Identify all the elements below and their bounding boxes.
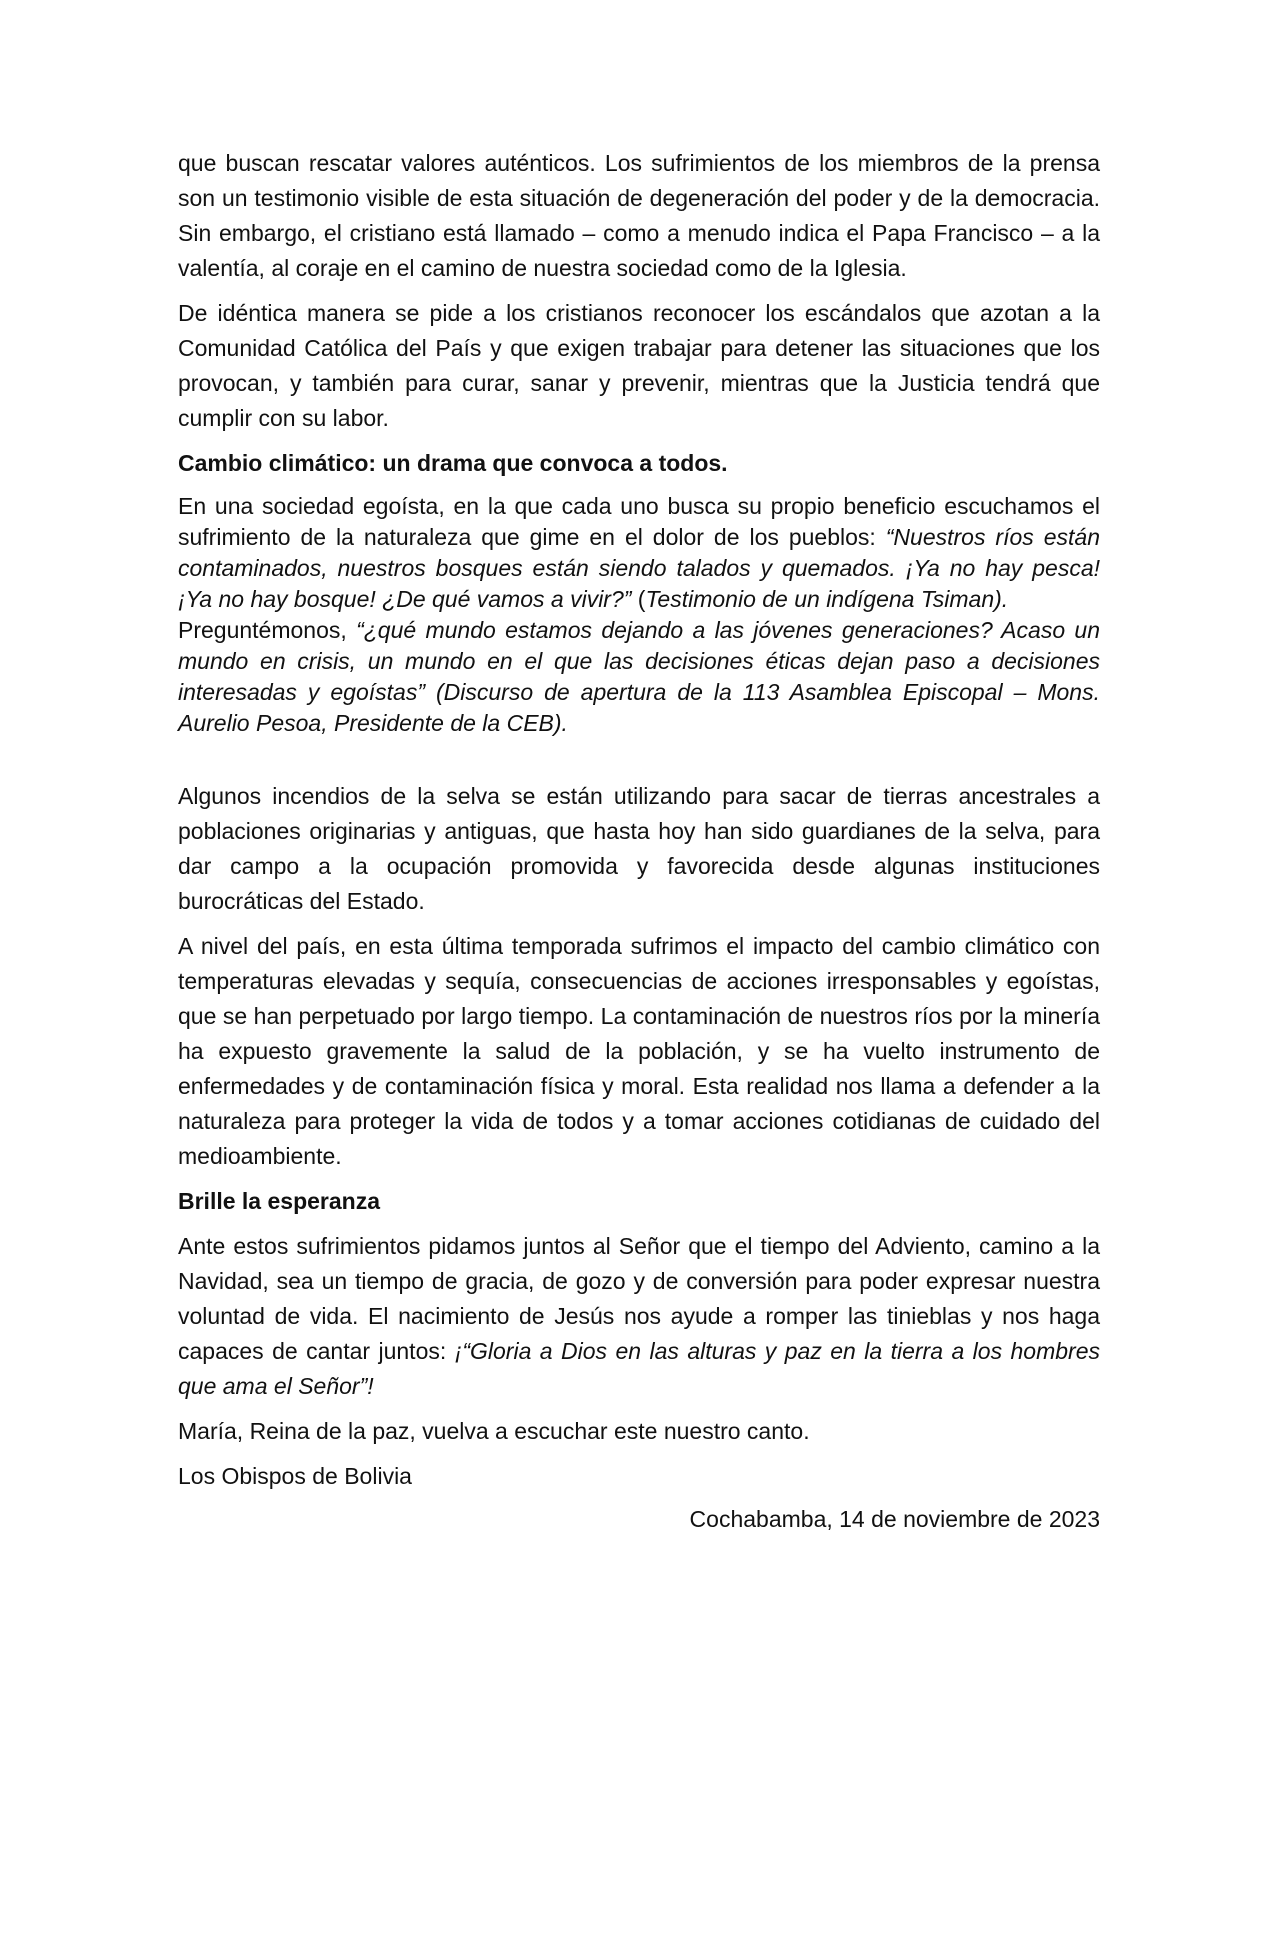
paragraph-prensa: que buscan rescatar valores auténticos. Los sufrimientos de los miembros de la prensa son un testimonio visible de esta situación de degeneración del poder y de la democracia. Sin embargo, el cristiano está llamado – como a menudo indica el Papa Francisco – a la valentía, al coraje en el camino de nuestra sociedad como de la Iglesia. [178,150,1100,281]
paren-open: ( [631,586,646,612]
quote-discurso: “¿qué mundo estamos dejando a las jóvenes generaciones? Acaso un mundo en crisis, un mundo en el que las decisiones éticas dejan paso a decisiones interesadas y egoístas” (Discurso de apertura de la 113 Asamblea Episcopal – Mons. Aurelio Pesoa, Presidente de la CEB). [178,617,1100,736]
quote-testimonio: “Nuestros ríos están contaminados, nuestros bosques están siendo talados y quemados. ¡Ya no hay pesca! ¡Ya no hay bosque! ¿De qué vamos a vivir?” [178,524,1100,612]
paragraph-text: Preguntémonos, [178,617,357,643]
paragraph-maria: María, Reina de la paz, vuelva a escuchar este nuestro canto. [178,1418,810,1444]
date-line: Cochabamba, 14 de noviembre de 2023 [689,1506,1100,1532]
document-page [178,146,1100,1547]
quote-source: Testimonio de un indígena Tsiman). [645,586,1009,612]
paragraph-escandalos: De idéntica manera se pide a los cristianos reconocer los escándalos que azotan a la Comunidad Católica del País y que exigen trabajar para detener las situaciones que los provocan, y también para curar, sanar y prevenir, mientras que la Justicia tendrá que cumplir con su labor. [178,300,1100,431]
paragraph-nivel-pais: A nivel del país, en esta última temporada sufrimos el impacto del cambio climático con temperaturas elevadas y sequía, consecuencias de acciones irresponsables y egoístas, que se han perpetuado por largo tiempo. La contaminación de nuestros ríos por la minería ha expuesto gravemente la salud de la población, y se ha vuelto instrumento de enfermedades y de contaminación física y moral. Esta realidad nos llama a defender a la naturaleza para proteger la vida de todos y a tomar acciones cotidianas de cuidado del medioambiente. [178,933,1100,1169]
paragraph-text: En una sociedad egoísta, en la que cada uno busca su propio beneficio escuchamos el sufrimiento de la naturaleza que gime en el dolor de los pueblos: [178,493,1100,550]
section-heading-esperanza: Brille la esperanza [178,1188,380,1214]
paragraph-sociedad-egoista [178,491,1100,739]
paragraph-incendios: Algunos incendios de la selva se están utilizando para sacar de tierras ancestrales a poblaciones originarias y antiguas, que hasta hoy han sido guardianes de la selva, para dar campo a la ocupación promovida y favorecida desde algunas instituciones burocráticas del Estado. [178,783,1100,914]
paragraph-adviento [178,1229,1100,1404]
section-heading-cambio-climatico: Cambio climático: un drama que convoca a todos. [178,450,728,476]
signature: Los Obispos de Bolivia [178,1463,412,1489]
paragraph-text: Ante estos sufrimientos pidamos juntos al Señor que el tiempo del Adviento, camino a la Navidad, sea un tiempo de gracia, de gozo y de conversión para poder expresar nuestra voluntad de vida. El nacimiento de Jesús nos ayude a romper las tinieblas y nos haga capaces de cantar juntos: [178,1233,1100,1364]
spacer [178,739,1100,779]
quote-gloria: ¡“Gloria a Dios en las alturas y paz en la tierra a los hombres que ama el Señor”! [178,1338,1100,1399]
